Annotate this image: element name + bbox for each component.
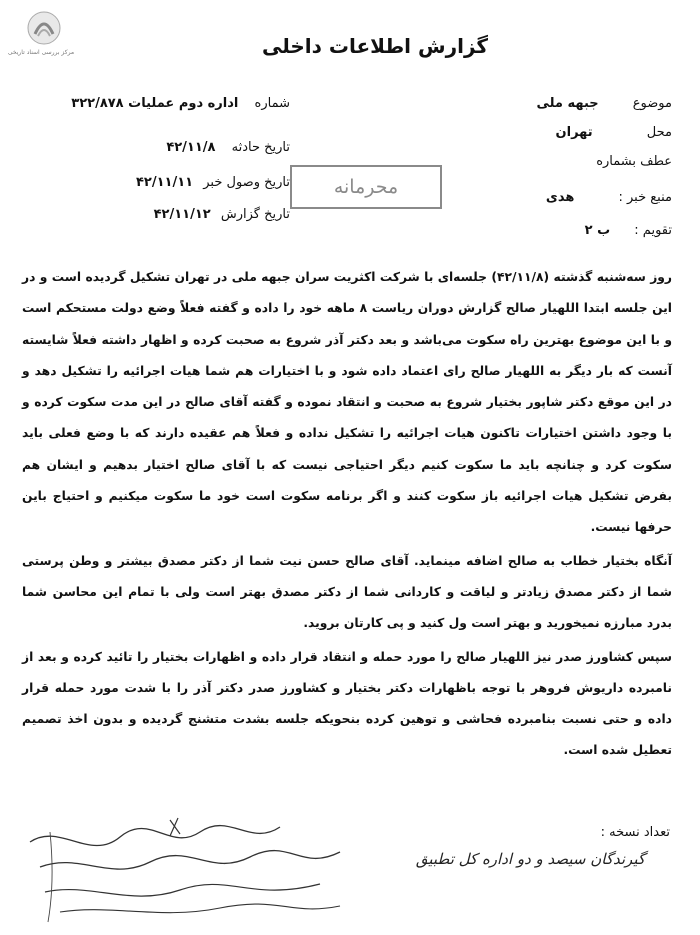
meta-source-label: منبع خبر : [618,190,672,205]
meta-number-value: اداره دوم عملیات ۳۲۲/۸۷۸ [71,96,239,111]
meta-subject-label: موضوع [632,96,672,111]
meta-subject [536,96,672,111]
document-title: گزارش اطلاعات داخلی [261,34,489,58]
meta-location-label: محل [646,125,672,140]
meta-subject-value: جبهه ملی [536,96,599,111]
meta-incident-date-value: ۴۲/۱۱/۸ [166,140,216,155]
meta-location [556,125,672,140]
meta-receipt-date-label: تاریخ وصول خبر [203,175,290,190]
meta-source-value: هدی [545,190,575,205]
meta-incident-date [166,140,290,155]
copies-label: تعداد نسخه : [600,825,670,840]
body-paragraph-1: روز سه‌شنبه گذشته (۴۲/۱۱/۸) جلسه‌ای با شرکت اکثریت سران جبهه ملی در تهران تشکیل گردیده است و در این جلسه ابتدا اللهیار صالح گزارش دوران ریاست ۸ ماهه خود را داده و گفته فعلاً وضع دولت مستحکم است و با این موضوع بهترین راه سکوت می‌باشد و بعد دکتر آذر شروع به صحبت کرده و اظهار داشته فعلاً شایسته آنست که بار دیگر به اللهیار صالح رای اعتماد داده شود و با اختیارات هم شما هیات اجرائیه را تشکیل دهد و در این موقع دکتر شاپور بختیار شروع به صحبت و انتقاد نموده و گفته آقای صالح در این مدت سکوت کرده و با وجود داشتن اختیارات تاکنون هیات اجرائیه را تشکیل نداده و فعلاً هم عقیده دارند که با وضع فعلی باید سکوت کرد و چنانچه باید ما سکوت کنیم دیگر احتیاجی نیست که با آقای صالح اختیار بدهیم و ایشان هم بفرض تشکیل هیات اجرائیه باز سکوت کنند و اگر برنامه سکوت است خود ما سکوت میکنیم و احتیاج باین حرفها نیست. [22,270,672,535]
meta-number [71,96,290,111]
archive-logo-icon [26,10,62,46]
meta-number-label: شماره [254,96,290,111]
archive-watermark [6,8,76,68]
confidential-stamp: محرمانه [290,165,442,209]
report-body [22,262,672,767]
meta-source [546,190,672,205]
meta-incident-date-label: تاریخ حادثه [231,140,290,155]
meta-grade-label: تقویم : [634,223,672,238]
meta-report-date-value: ۴۲/۱۱/۱۲ [153,207,211,222]
body-paragraph-3: سپس کشاورز صدر نیز اللهیار صالح را مورد حمله و انتقاد قرار داده و اظهارات بختیار را تائید کرده و بعد از نامبرده داریوش فروهر با توجه باظهارات دکتر بختیار و کشاورز صدر دکتر آذر را با شدت مورد حمله قرار داده و حتی نسبت بنامبرده فحاشی و توهین کرده بنحویکه جلسه بشدت متشنج گردیده و بدون اخذ تصمیم تعطیل شده است. [22,649,672,758]
meta-reference-label: عطف بشماره [596,154,672,169]
meta-grade-value: ب ۲ [584,223,611,238]
meta-receipt-date-value: ۴۲/۱۱/۱۱ [136,175,194,190]
meta-grade [585,223,672,238]
body-paragraph-2: آنگاه بختیار خطاب به صالح اضافه مینماید. آقای صالح حسن نیت شما از دکتر مصدق بیشتر و وطن پرستی شما از دکتر مصدق زیادتر و لیاقت و کاردانی شما از دکتر مصدق بهتر است ولی با تمام این محاسن شما بدرد مبارزه نمیخورید و بهتر است ول کنید و پی کارتان بروید. [22,553,672,631]
meta-receipt-date [136,175,290,190]
meta-report-date [154,207,290,222]
meta-reference [596,154,672,169]
copies-handwritten-note: گیرندگان سیصد و دو اداره کل تطبیق [415,850,645,868]
watermark-text: مرکز بررسی اسناد تاریخی [7,49,75,56]
meta-report-date-label: تاریخ گزارش [220,207,290,222]
meta-location-value: تهران [555,125,593,140]
handwritten-signature [20,812,360,927]
